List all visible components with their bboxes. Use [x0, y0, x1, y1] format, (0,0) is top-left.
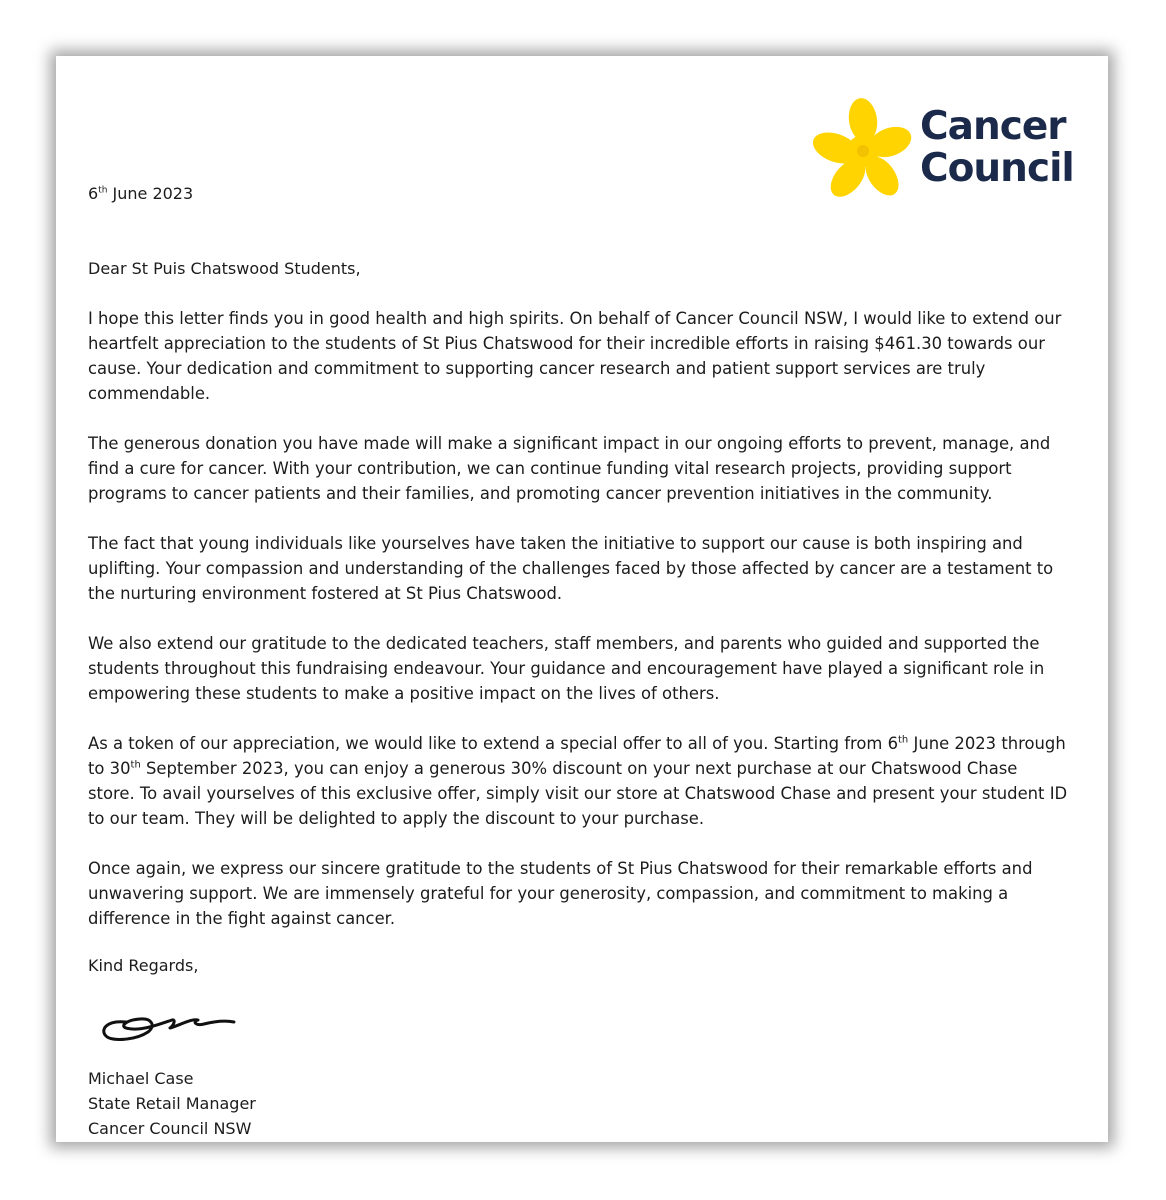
letter-body	[88, 306, 1068, 956]
paragraph-1: I hope this letter finds you in good health and high spirits. On behalf of Cancer Council NSW, I would like to extend our heartfelt appreciation to the students of St Pius Chatswood for their incredible efforts in raising $461.30 towards our cause. Your dedication and commitment to supporting cancer research and patient support services are truly commendable.	[88, 309, 1062, 403]
logo-wordmark	[920, 106, 1074, 190]
paragraph-5-sup-2: th	[130, 759, 141, 771]
letter-date	[88, 184, 193, 203]
paragraph-5	[88, 731, 1068, 831]
paragraph-5-part-c: September 2023, you can enjoy a generous 30% discount on your next purchase at our Chatswood Chase store. To avail yourselves of this exclusive offer, simply visit our store at Chatswood Chase and present your student ID to our team. They will be delighted to apply the discount to your purchase.	[88, 759, 1068, 828]
letter-page	[56, 56, 1108, 1142]
salutation: Dear St Puis Chatswood Students,	[88, 259, 361, 278]
signature-block	[88, 1066, 256, 1141]
paragraph-2: The generous donation you have made will make a significant impact in our ongoing efforts to prevent, manage, and find a cure for cancer. With your contribution, we can continue funding vital research projects, providing support programs to cancer patients and their families, and promoting cancer prevention initiatives in the community.	[88, 434, 1051, 503]
paragraph-6: Once again, we express our sincere gratitude to the students of St Pius Chatswood for their remarkable efforts and unwavering support. We are immensely grateful for your generosity, compassion, and commitment to making a difference in the fight against cancer.	[88, 859, 1033, 928]
paragraph-5-sup-1: th	[898, 734, 909, 746]
signer-name: Michael Case	[88, 1069, 194, 1088]
daffodil-icon	[808, 96, 918, 206]
date-day: 6	[88, 184, 99, 203]
signer-title: State Retail Manager	[88, 1094, 256, 1113]
letter-content	[56, 56, 1108, 1142]
date-rest: June 2023	[107, 184, 194, 203]
logo-line-2: Council	[920, 146, 1074, 191]
paragraph-3: The fact that young individuals like yourselves have taken the initiative to support our cause is both inspiring and uplifting. Your compassion and understanding of the challenges faced by those affected by cancer are a testament to the nurturing environment fostered at St Pius Chatswood.	[88, 534, 1054, 603]
closing: Kind Regards,	[88, 956, 199, 975]
paragraph-4: We also extend our gratitude to the dedicated teachers, staff members, and parents who guided and supported the students throughout this fundraising endeavour. Your guidance and encouragement have played a significant role in empowering these students to make a positive impact on the lives of others.	[88, 634, 1045, 703]
paragraph-5-part-a: As a token of our appreciation, we would like to extend a special offer to all of you. Starting from 6	[88, 734, 899, 753]
cancer-council-logo	[808, 96, 1078, 206]
signer-organisation: Cancer Council NSW	[88, 1119, 252, 1138]
date-suffix: th	[98, 185, 108, 196]
handwritten-signature	[96, 992, 246, 1052]
paragraph-5-part-b: June 2023 through to 30	[88, 734, 1066, 778]
logo-line-1: Cancer	[920, 104, 1066, 149]
